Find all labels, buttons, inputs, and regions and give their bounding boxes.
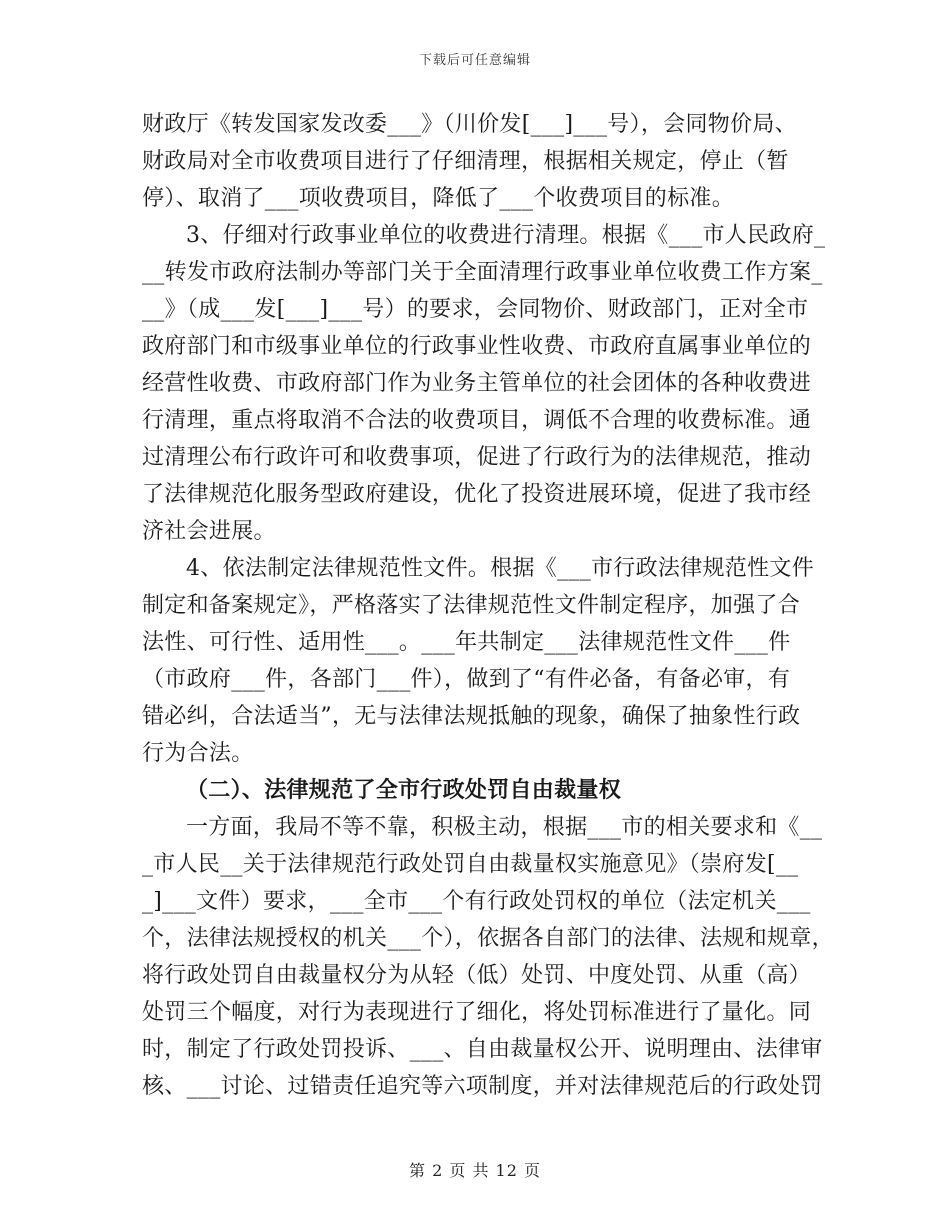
text-line: 了法律规范化服务型政府建设，优化了投资进展环境，促进了我市经 xyxy=(142,482,812,507)
text-line: 济社会进展。 xyxy=(142,519,276,544)
header-note: 下载后可任意编辑 xyxy=(418,53,531,68)
text-line: 经营性收费、市政府部门作为业务主管单位的社会团体的各种收费进 xyxy=(142,371,812,396)
text-line: 停）、取消了___项收费项目，降低了___个收费项目的标准。 xyxy=(142,186,735,211)
text-line: 行为合法。 xyxy=(142,741,254,766)
text-line: 处罚三个幅度，对行为表现进行了细化，将处罚标准进行了量化。同 xyxy=(142,1000,812,1025)
text-line: 将行政处罚自由裁量权分为从轻（低）处罚、中度处罚、从重（高） xyxy=(142,963,812,988)
text-line: 制定和备案规定》，严格落实了法律规范性文件制定程序，加强了合 xyxy=(142,593,801,618)
text-line: 政府部门和市级事业单位的行政事业性收费、市政府直属事业单位的 xyxy=(142,334,812,359)
text-line: _市人民__关于法律规范行政处罚自由裁量权实施意见》（崇府发[__ xyxy=(142,852,799,877)
text-line: __转发市政府法制办等部门关于全面清理行政事业单位收费工作方案_ xyxy=(142,260,823,285)
text-line: 法性、可行性、适用性___。___年共制定___法律规范性文件___件 xyxy=(142,630,791,655)
text-line: 3、仔细对行政事业单位的收费进行清理。根据《___市人民政府_ xyxy=(186,223,826,248)
document-body xyxy=(142,106,834,1105)
text-line: 核、___讨论、过错责任追究等六项制度，并对法律规范后的行政处罚 xyxy=(142,1074,823,1099)
page-number: 第 2 页 共 12 页 xyxy=(409,1161,541,1180)
text-line: （市政府___件，各部门___件），做到了“有件必备，有备必审，有 xyxy=(142,667,791,692)
text-line: 个，法律法规授权的机关___个），依据各自部门的法律、法规和规章， xyxy=(142,926,834,951)
text-line: 时，制定了行政处罚投诉、___、自由裁量权公开、说明理由、法律审 xyxy=(142,1037,823,1062)
text-line: 行清理，重点将取消不合法的收费项目，调低不合理的收费标准。通 xyxy=(142,408,812,433)
text-line: 一方面，我局不等不靠，积极主动，根据___市的相关要求和《__ xyxy=(186,815,823,840)
section-heading: （二）、法律规范了全市行政处罚自由裁量权 xyxy=(186,777,622,803)
text-line: 财政厅《转发国家发改委___》（川价发[___]___号），会同物价局、 xyxy=(142,112,797,137)
text-line: __》（成___发[___]___号）的要求，会同物价、财政部门，正对全市 xyxy=(142,297,809,322)
text-line: _]___文件）要求，___全市___个有行政处罚权的单位（法定机关___ xyxy=(142,889,811,914)
text-line: 4、依法制定法律规范性文件。根据《___市行政法律规范性文件 xyxy=(186,556,814,581)
text-line: 过清理公布行政许可和收费事项，促进了行政行为的法律规范，推动 xyxy=(142,445,812,470)
text-line: 错必纠，合法适当”，无与法律法规抵触的现象，确保了抽象性行政 xyxy=(142,704,801,729)
text-line: 财政局对全市收费项目进行了仔细清理，根据相关规定，停止（暂 xyxy=(142,149,789,174)
